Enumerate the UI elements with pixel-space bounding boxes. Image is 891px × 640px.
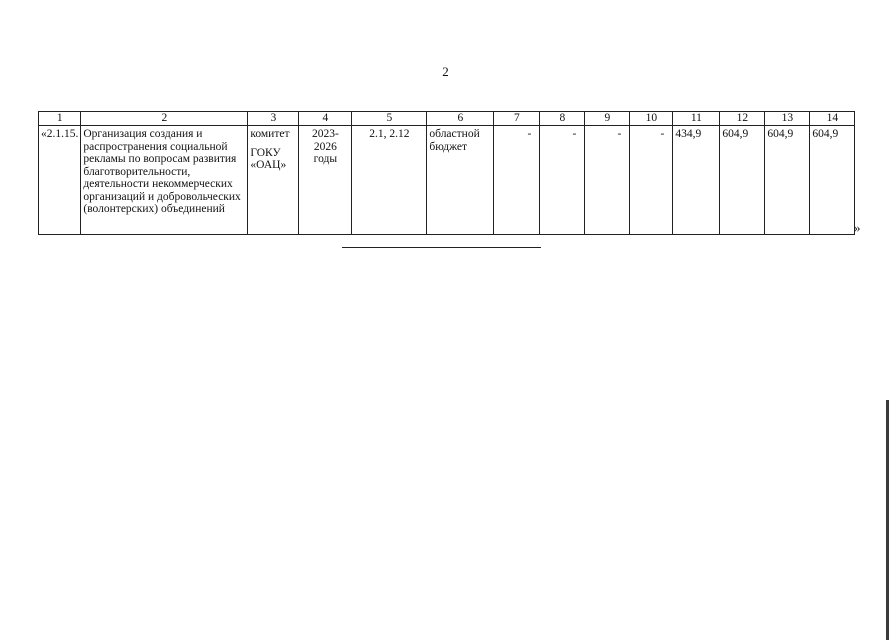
column-header: 9 — [585, 112, 630, 126]
row-indicators: 2.1, 2.12 — [352, 126, 427, 235]
column-header: 3 — [248, 112, 299, 126]
executor-agency: ГОКУ «ОАЦ» — [250, 146, 287, 171]
closing-quote: » — [854, 220, 861, 235]
row-description: Организация создания и распространения социальной рекламы по вопросам развития благотворительности, деятельности некоммерческих организаций и добровольческих (волонтерских) объединений — [81, 126, 248, 235]
column-header: 5 — [352, 112, 427, 126]
column-header: 10 — [630, 112, 673, 126]
row-value-col9: - — [585, 126, 630, 235]
row-value-col12: 604,9 — [720, 126, 765, 235]
separator-line — [342, 247, 541, 248]
column-header: 7 — [494, 112, 540, 126]
row-executor — [248, 126, 299, 235]
row-value-col11: 434,9 — [673, 126, 720, 235]
column-header: 4 — [299, 112, 352, 126]
executor-committee: комитет — [250, 128, 290, 140]
row-value-col10: - — [630, 126, 673, 235]
row-code: «2.1.15. — [39, 126, 81, 235]
column-header: 8 — [540, 112, 585, 126]
row-period: 2023-2026 годы — [299, 126, 352, 235]
row-value-col13: 604,9 — [765, 126, 810, 235]
column-header: 2 — [81, 112, 248, 126]
program-table — [38, 111, 855, 235]
column-header: 12 — [720, 112, 765, 126]
page-number: 2 — [442, 64, 449, 79]
column-header: 14 — [810, 112, 855, 126]
table-row — [39, 126, 855, 235]
row-value-col7: - — [494, 126, 540, 235]
row-value-col8: - — [540, 126, 585, 235]
column-header: 6 — [427, 112, 494, 126]
row-funding-source: областной бюджет — [427, 126, 494, 235]
column-header: 13 — [765, 112, 810, 126]
row-value-col14: 604,9 — [810, 126, 855, 235]
column-header: 11 — [673, 112, 720, 126]
column-header: 1 — [39, 112, 81, 126]
table-header-row — [39, 112, 855, 126]
scan-edge-shadow — [886, 400, 889, 640]
